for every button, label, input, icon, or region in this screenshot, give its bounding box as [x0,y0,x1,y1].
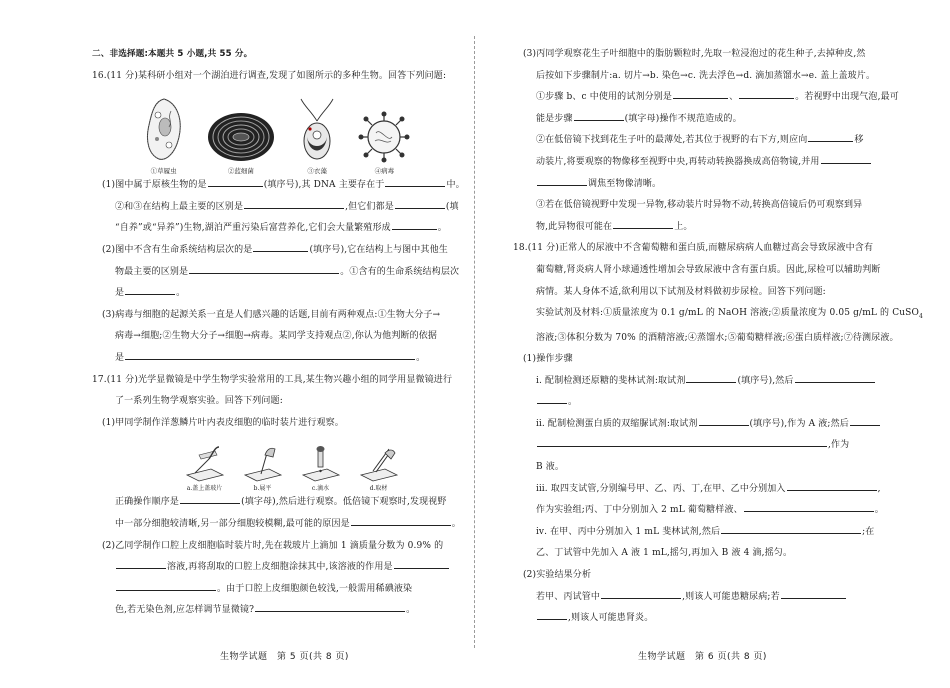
q17-p3-s3-line1: ③若在低倍镜视野中发现一异物,移动装片时异物不动,转换高倍镜后仍可观察到异 [536,200,863,211]
q17-p1-intro: (1)甲同学制作洋葱鳞片叶内表皮细胞的临时装片进行观察。 [102,417,344,428]
page-footer-right: 生物学试题 第 6 页(共 8 页) [638,652,767,662]
q16-p2-line2: 物最主要的区别是 。①含有的生命系统结构层次 [92,262,461,284]
cyanobacteria-figure [206,111,276,175]
q18-ii-line1: ⅱ. 配制检测蛋白质的双缩脲试剂:取试剂 (填序号),作为 A 液;然后 [513,414,908,436]
q17-p3-s2-line3: 调焦至物像清晰。 [513,174,908,196]
answer-blank[interactable] [244,198,344,209]
page-footer-left: 生物学试题 第 5 页(共 8 页) [220,652,349,662]
q18-stem-line1: 18.(11 分)正常人的尿液中不含葡萄糖和蛋白质,而糖尿病病人血糖过高会导致尿液中含有 [513,243,874,254]
answer-blank[interactable] [744,501,874,512]
q16-figure [92,87,461,175]
answer-blank[interactable] [613,218,673,229]
q18-iv-line2: 乙、丁试管中先加入 A 液 1 mL,摇匀,再加入 B 液 4 滴,摇匀。 [536,548,793,559]
q17-p3-s2-line1: ②在低倍镜下找到花生子叶的最薄处,若其位于视野的右下方,则应向 移 [513,130,908,152]
figure-label-3: ③衣藻 [307,167,327,176]
dropper-icon [301,445,341,481]
q18-stem-line2: 葡萄糖,肾炎病人肾小球通透性增加会导致尿液中含有蛋白质。因此,尿检可以辅助判断 [536,264,881,275]
q17-stem-line2: 了一系列生物学观察实验。回答下列问题: [115,396,283,407]
q16-p3-line3: 是 。 [92,348,461,370]
q18-result-line2: ,则该人可能患肾炎。 [513,608,908,630]
answer-blank[interactable] [574,110,624,121]
answer-blank[interactable] [116,558,166,569]
answer-blank[interactable] [673,88,728,99]
q17-p3-s1-line2: 能是步骤 (填字母)操作不规范造成的。 [513,109,908,131]
q17-p3-s2-line2: 动装片,将要观察的物像移至视野中央,再转动转换器换成高倍物镜,并用 [513,152,908,174]
q18-iv-line1: ⅳ. 在甲、丙中分别加入 1 mL 斐林试剂,然后 ;在 [513,522,908,544]
q17-p3-s1-line1: ①步骤 b、c 中使用的试剂分别是 、 。若视野中出现气泡,最可 [513,87,908,109]
answer-blank[interactable] [686,372,736,383]
flatten-icon [243,445,283,481]
step-label-a: a.盖上盖玻片 [186,485,223,493]
answer-blank[interactable] [537,393,567,404]
answer-blank[interactable] [394,558,449,569]
q17-p3-s3-line2: 物,此异物很可能在 上。 [513,217,908,239]
cover-slip-icon [185,445,225,481]
q18-part2-title: (2)实验结果分析 [523,570,592,581]
answer-blank[interactable] [781,588,846,599]
answer-blank[interactable] [392,219,437,230]
answer-blank[interactable] [189,263,339,274]
figure-label-2: ②蓝细菌 [227,167,254,176]
answer-blank[interactable] [116,580,216,591]
q16-p1-line1: (1)图中属于原核生物的是 (填序号),其 DNA 主要存在于 中。 [92,175,461,197]
step-label-c: c.滴水 [311,485,330,493]
answer-blank[interactable] [699,415,749,426]
q17-p3-line2: 后按如下步骤制片:a. 切片→b. 染色→c. 洗去浮色→d. 滴加蒸馏水→e. 盖上盖玻片。 [536,70,876,81]
answer-blank[interactable] [253,241,308,252]
q16-p1-line3: “自养”或“异养”)生物,湖泊严重污染后富营养化,它们会大量繁殖形成 。 [92,218,461,240]
answer-blank[interactable] [850,415,880,426]
q17-p2-line2: 溶液,再将刮取的口腔上皮细胞涂抹其中,该溶液的作用是 [92,557,461,579]
step-label-b: b.展平 [253,485,272,493]
chlamydomonas-figure [297,97,337,175]
cyanobacteria-icon [206,111,276,163]
virus-figure [358,111,410,175]
step-a [185,445,225,492]
chlamydomonas-icon [297,97,337,163]
q17-stem-line1: 17.(11 分)光学显微镜是中学生物学实验常用的工具,某生物兴趣小组的同学用显微镜进行 [92,374,453,385]
q17-p2-line1: (2)乙同学制作口腔上皮细胞临时装片时,先在载玻片上滴加 1 滴质量分数为 0.9% 的 [102,540,444,551]
q17-p2-line4: 色,若无染色剂,应怎样调节显微镜? 。 [92,600,461,622]
answer-blank[interactable] [739,88,794,99]
answer-blank[interactable] [351,515,451,526]
q18-stem-line3: 病情。某人身体不适,欲利用以下试剂及材料做初步尿检。回答下列问题: [536,286,826,297]
q17-steps-figure [92,434,461,492]
q18-i-line1: ⅰ. 配制检测还原糖的斐林试剂:取试剂 (填序号),然后 [513,371,908,393]
answer-blank[interactable] [208,176,263,187]
q18-i-line2: 。 [513,392,908,414]
q17-p1-line1: 正确操作顺序是 (填字母),然后进行观察。低倍镜下观察时,发现视野 [92,492,461,514]
answer-blank[interactable] [537,436,827,447]
q18-iii-line2: 作为实验组;丙、丁中分别加入 2 mL 葡萄糖样液、 。 [513,500,908,522]
q18-iii-line1: ⅲ. 取四支试管,分别编号甲、乙、丙、丁,在甲、乙中分别加入 , [513,479,908,501]
q16-p2-line1: (2)图中不含有生命系统结构层次的是 (填序号),它在结构上与图中其他生 [92,240,461,262]
answer-blank[interactable] [721,523,861,534]
step-label-d: d.取材 [369,485,388,493]
answer-blank[interactable] [125,349,415,360]
q16-p2-line3: 是 。 [92,283,461,305]
q18-ii-line2: ,作为 [513,435,908,457]
q18-materials-line2: 溶液;③体积分数为 70% 的酒精溶液;④蒸馏水;⑤葡萄糖样液;⑥蛋白质样液;⑦待测尿液。 [536,332,899,343]
answer-blank[interactable] [537,609,567,620]
answer-blank[interactable] [385,176,445,187]
answer-blank[interactable] [255,601,405,612]
figure-label-4: ④病毒 [374,167,395,176]
tweezers-icon [359,445,399,481]
q17-p3-line1: (3)丙同学观察花生子叶细胞中的脂肪颗粒时,先取一粒浸泡过的花生种子,去掉种皮,然 [523,49,866,59]
q18-part1-title: (1)操作步骤 [523,354,573,365]
q16-p3-line1: (3)病毒与细胞的起源关系一直是人们感兴趣的话题,目前有两种观点:①生物大分子→ [102,309,441,320]
answer-blank[interactable] [125,284,175,295]
answer-blank[interactable] [821,153,871,164]
paramecium-icon [143,97,185,163]
section-header: 二、非选择题:本题共 5 小题,共 55 分。 [92,49,253,59]
q17-p2-line3: 。由于口腔上皮细胞颜色较浅,一般需用稀碘液染 [92,579,461,601]
q16-p3-line2: 病毒→细胞;②生物大分子→细胞→病毒。某同学支持观点②,你认为他判断的依据 [115,331,438,342]
virus-icon [358,111,410,163]
q18-result-line1: 若甲、丙试管中 ,则该人可能患糖尿病;若 [513,587,908,609]
answer-blank[interactable] [395,198,445,209]
answer-blank[interactable] [795,372,875,383]
q16-p1-line2: ②和③在结构上最主要的区别是 ,但它们都是 (填 [92,197,461,219]
answer-blank[interactable] [180,493,240,504]
step-c [301,445,341,492]
q17-p1-line2: 中一部分细胞较清晰,另一部分细胞较模糊,最可能的原因是 。 [92,514,461,536]
q16-stem: 16.(11 分)某科研小组对一个湖泊进行调查,发现了如图所示的多种生物。回答下列问题: [92,70,447,81]
step-d [359,445,399,492]
figure-label-1: ①草履虫 [150,167,177,176]
answer-blank[interactable] [787,480,877,491]
answer-blank[interactable] [808,131,853,142]
answer-blank[interactable] [601,588,681,599]
step-b [243,445,283,492]
right-page [475,0,950,688]
answer-blank[interactable] [537,175,587,186]
q18-ii-line3: B 液。 [536,462,565,473]
paramecium-figure [143,97,185,175]
q18-materials-line1: 实验试剂及材料:①质量浓度为 0.1 g/mL 的 NaOH 溶液;②质量浓度为 0.05 g/mL 的 CuSO$_4$ [536,308,923,320]
